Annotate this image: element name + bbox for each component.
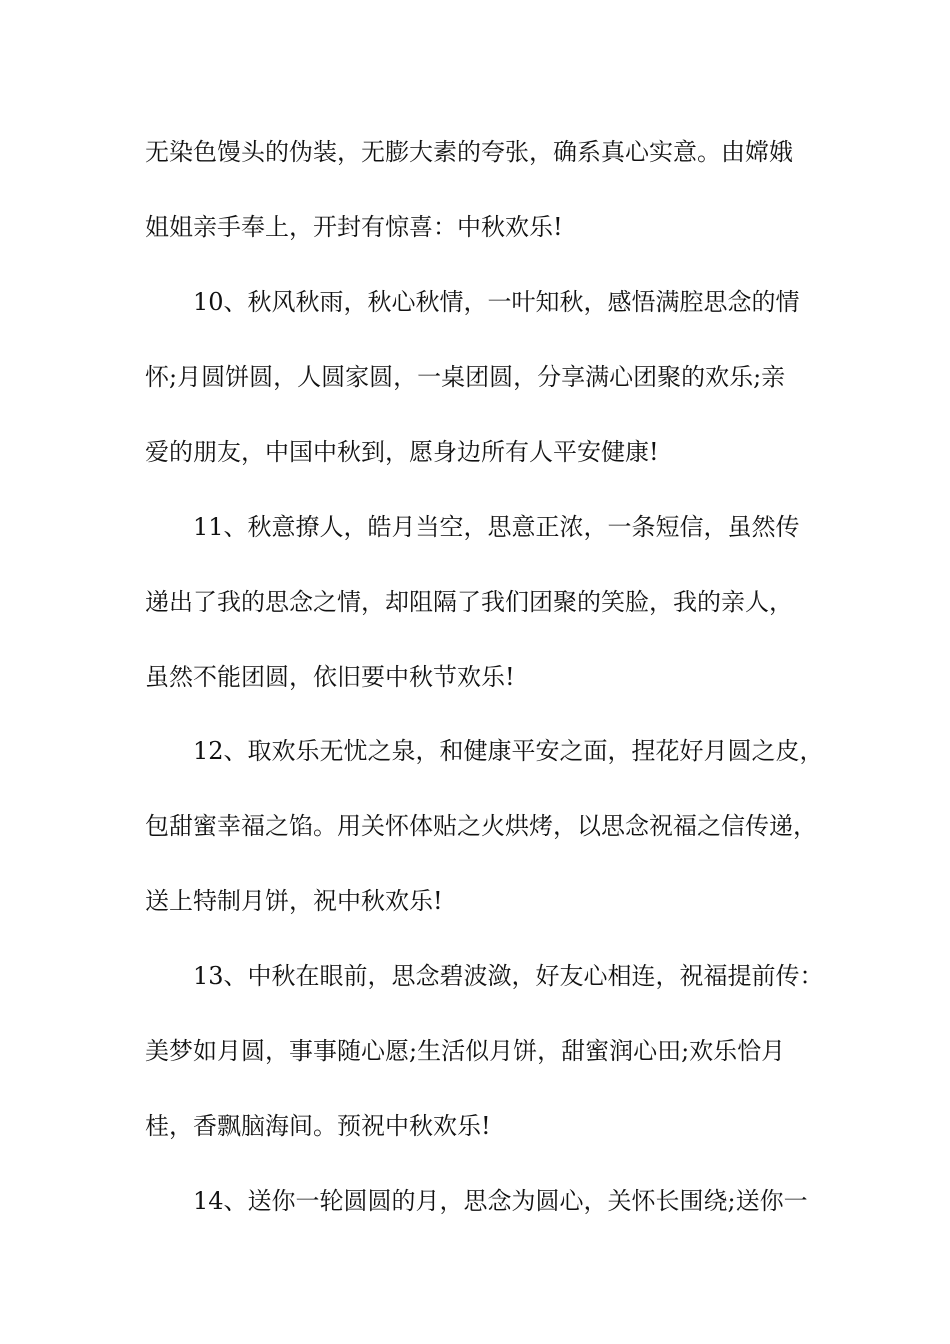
text-line: 递出了我的思念之情，却阻隔了我们团聚的笑脸，我的亲人， [145,588,793,616]
text-line: 姐姐亲手奉上，开封有惊喜：中秋欢乐! [145,213,563,241]
text-line: 怀;月圆饼圆，人圆家圆，一桌团圆，分享满心团聚的欢乐;亲 [145,363,786,391]
text-line: 桂，香飘脑海间。预祝中秋欢乐! [145,1112,491,1140]
paragraph-start-line: 13、中秋在眼前，思念碧波潋，好友心相连，祝福提前传： [193,962,824,990]
text-line: 爱的朋友，中国中秋到，愿身边所有人平安健康! [145,438,659,466]
paragraph-start-line: 11、秋意撩人，皓月当空，思意正浓，一条短信，虽然传 [193,513,800,541]
paragraph-start-line: 14、送你一轮圆圆的月，思念为圆心，关怀长围绕;送你一 [193,1187,808,1215]
text-line: 美梦如月圆，事事随心愿;生活似月饼，甜蜜润心田;欢乐恰月 [145,1037,786,1065]
text-line: 包甜蜜幸福之馅。用关怀体贴之火烘烤，以思念祝福之信传递， [145,812,817,840]
paragraph-start-line: 12、取欢乐无忧之泉，和健康平安之面，捏花好月圆之皮， [193,737,824,765]
text-line: 无染色馒头的伪装，无膨大素的夸张，确系真心实意。由嫦娥 [145,138,793,166]
text-line: 虽然不能团圆，依旧要中秋节欢乐! [145,663,515,691]
text-line: 送上特制月饼，祝中秋欢乐! [145,887,443,915]
paragraph-start-line: 10、秋风秋雨，秋心秋情，一叶知秋，感悟满腔思念的情 [193,288,800,316]
